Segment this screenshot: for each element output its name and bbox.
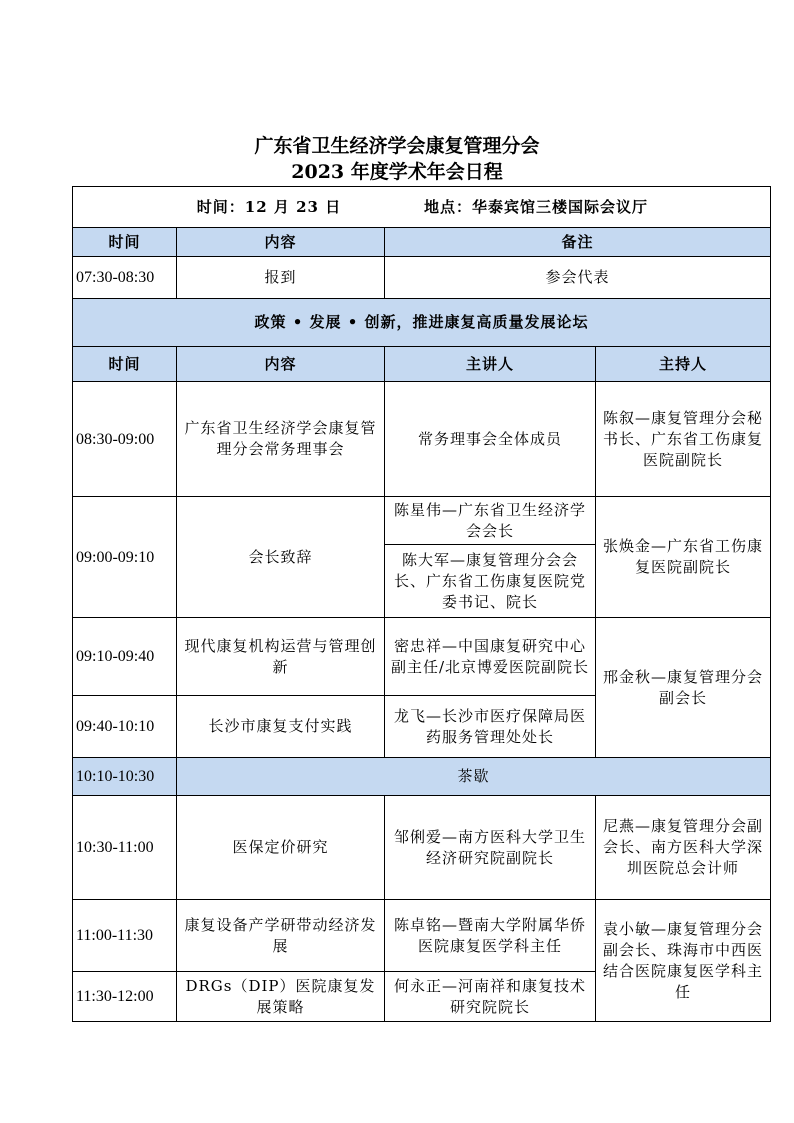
header-row [73, 228, 771, 257]
speaker-cell: 常务理事会全体成员 [385, 382, 596, 497]
break-row [73, 758, 771, 796]
host-cell: 陈叙—康复管理分会秘书长、广东省工伤康复医院副院长 [596, 382, 771, 497]
info-row [73, 187, 771, 228]
forum-title: 政策 • 发展 • 创新，推进康复高质量发展论坛 [73, 299, 771, 347]
time-cell: 08:30-09:00 [73, 382, 177, 497]
info-cell [73, 187, 771, 228]
content-cell: 会长致辞 [177, 497, 385, 618]
content-cell: 现代康复机构运营与管理创新 [177, 618, 385, 696]
page-subtitle: 2023 年度学术年会日程 [291, 161, 503, 183]
break-cell: 茶歇 [177, 758, 771, 796]
time-cell: 07:30-08:30 [73, 257, 177, 299]
table-row [73, 618, 771, 696]
table-row [73, 900, 771, 972]
header-time: 时间 [73, 347, 177, 382]
time-cell: 10:30-11:00 [73, 796, 177, 900]
header-content: 内容 [177, 228, 385, 257]
host-cell: 张焕金—广东省工伤康复医院副院长 [596, 497, 771, 618]
host-cell: 袁小敏—康复管理分会副会长、珠海市中西医结合医院康复医学科主任 [596, 900, 771, 1022]
header-speaker: 主讲人 [385, 347, 596, 382]
speaker-cell: 龙飞—长沙市医疗保障局医药服务管理处处长 [385, 696, 596, 758]
time-cell: 09:00-09:10 [73, 497, 177, 618]
speaker-cell: 陈星伟—广东省卫生经济学会会长 [385, 497, 596, 545]
content-cell: 康复设备产学研带动经济发展 [177, 900, 385, 972]
speaker-cell: 邹俐爱—南方医科大学卫生经济研究院副院长 [385, 796, 596, 900]
speaker-cell: 陈大军—康复管理分会会长、广东省工伤康复医院党委书记、院长 [385, 545, 596, 618]
schedule-table [72, 186, 771, 1022]
speaker-cell: 陈卓铭—暨南大学附属华侨医院康复医学科主任 [385, 900, 596, 972]
time-cell: 11:30-12:00 [73, 972, 177, 1022]
speaker-cell: 密忠祥—中国康复研究中心副主任/北京博爱医院副院长 [385, 618, 596, 696]
content-cell: DRGs（DIP）医院康复发展策略 [177, 972, 385, 1022]
time-cell: 11:00-11:30 [73, 900, 177, 972]
event-venue: 地点：华泰宾馆三楼国际会议厅 [424, 197, 649, 216]
table-row [73, 497, 771, 545]
content-cell: 长沙市康复支付实践 [177, 696, 385, 758]
time-cell: 10:10-10:30 [73, 758, 177, 796]
table-row [73, 257, 771, 299]
event-date: 时间：12 月 23 日 [196, 197, 342, 216]
page-title: 广东省卫生经济学会康复管理分会 [254, 135, 540, 157]
time-cell: 09:10-09:40 [73, 618, 177, 696]
table-row [73, 382, 771, 497]
forum-title-row [73, 299, 771, 347]
header-row [73, 347, 771, 382]
content-cell: 广东省卫生经济学会康复管理分会常务理事会 [177, 382, 385, 497]
speaker-cell: 何永正—河南祥和康复技术研究院院长 [385, 972, 596, 1022]
header-content: 内容 [177, 347, 385, 382]
host-cell: 尼燕—康复管理分会副会长、南方医科大学深圳医院总会计师 [596, 796, 771, 900]
header-note: 备注 [385, 228, 771, 257]
content-cell: 报到 [177, 257, 385, 299]
note-cell: 参会代表 [385, 257, 771, 299]
content-cell: 医保定价研究 [177, 796, 385, 900]
host-cell: 邢金秋—康复管理分会副会长 [596, 618, 771, 758]
time-cell: 09:40-10:10 [73, 696, 177, 758]
header-host: 主持人 [596, 347, 771, 382]
header-time: 时间 [73, 228, 177, 257]
table-row [73, 796, 771, 900]
